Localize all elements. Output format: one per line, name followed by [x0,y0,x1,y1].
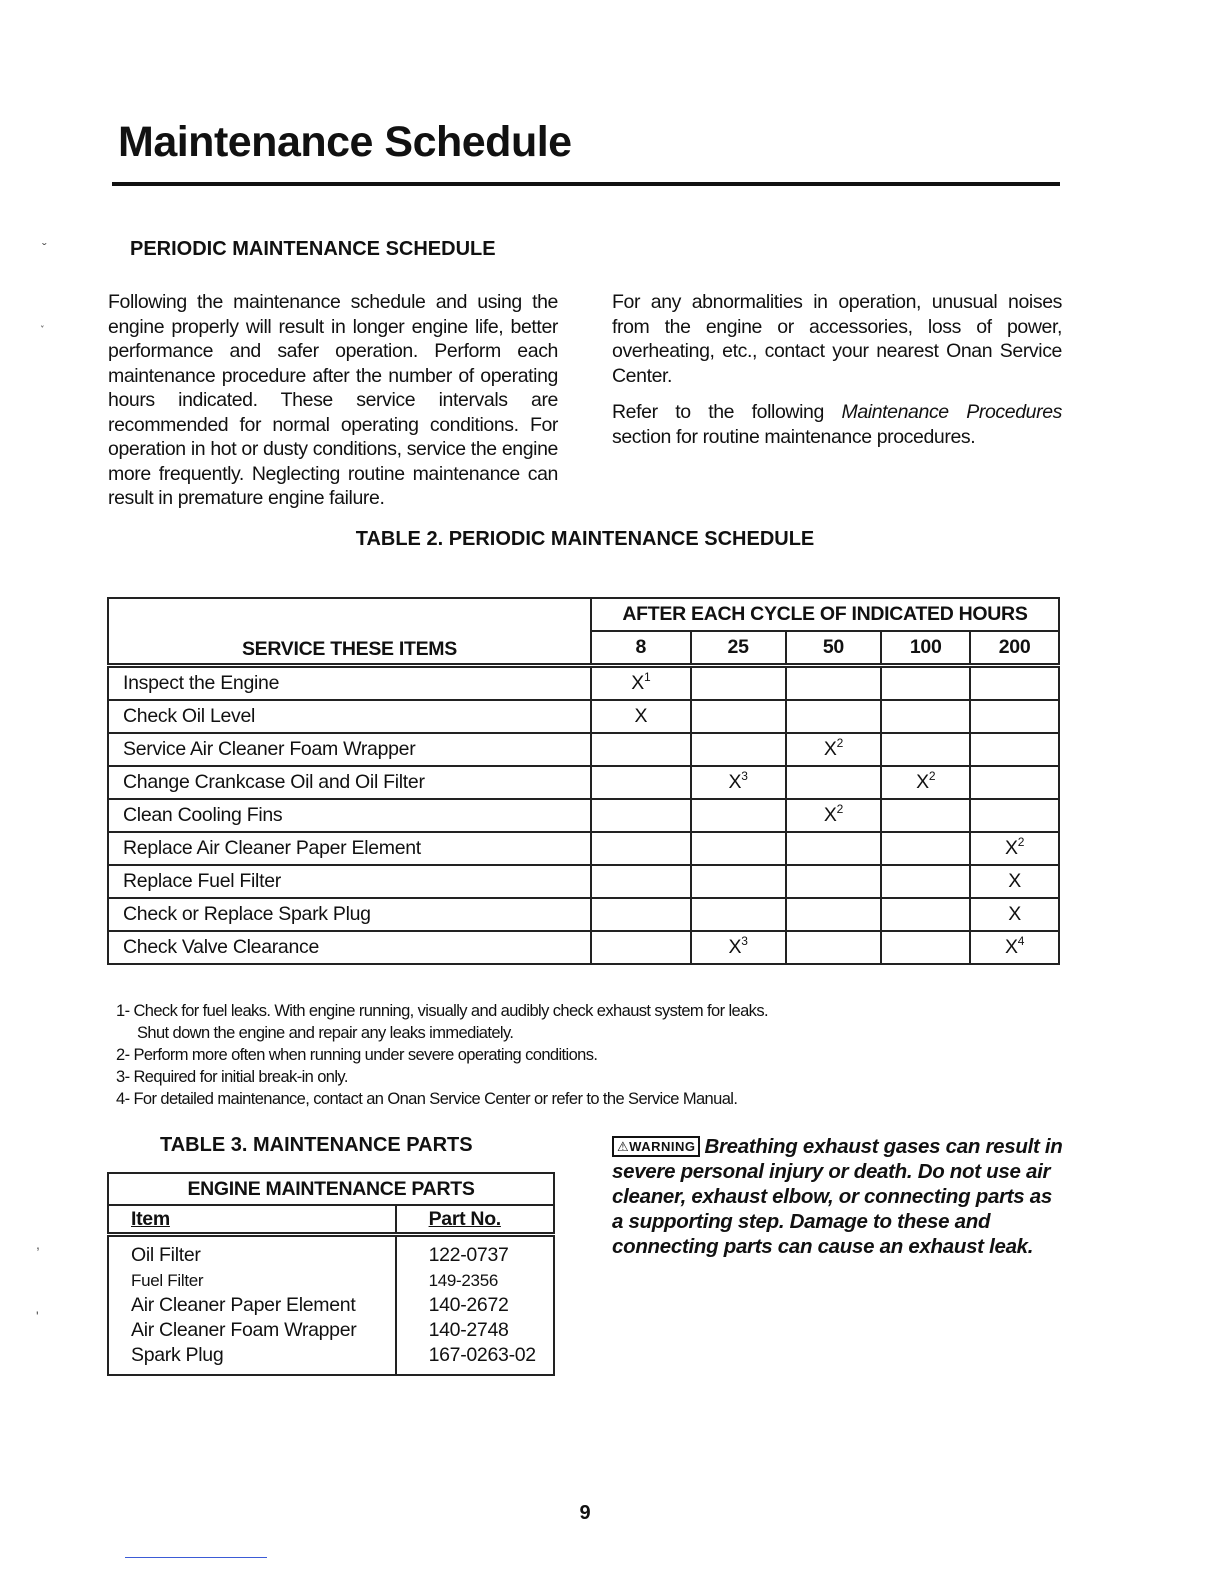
footnotes [116,1000,768,1110]
schedule-cell [691,766,786,799]
footnote-ref: 2 [836,736,843,750]
intro-column-right [612,238,1062,461]
schedule-cell [786,733,882,766]
title-rule [112,182,1060,186]
service-item: Change Crankcase Oil and Oil Filter [108,766,591,799]
schedule-cell [970,931,1059,964]
part-number: 122-0737 [428,1244,509,1266]
service-item: Clean Cooling Fins [108,799,591,832]
footnote-ref: 2 [928,769,936,783]
schedule-cell [970,666,1059,701]
table-row [108,898,1059,931]
schedule-cell [591,931,691,964]
schedule-cell [591,865,691,898]
footnote: 2- Perform more often when running under severe operating conditions. [116,1046,598,1064]
schedule-cell [970,799,1059,832]
service-item: Check or Replace Spark Plug [108,898,591,931]
schedule-cell [881,931,970,964]
mark: X [728,936,742,958]
bottom-rule [125,1557,267,1558]
schedule-cell [786,666,882,701]
schedule-cell [970,832,1059,865]
schedule-cell [786,832,882,865]
hours-column-header: AFTER EACH CYCLE OF INDICATED HOURS [591,598,1059,631]
part-item: Air Cleaner Foam Wrapper [131,1319,357,1341]
service-item: Replace Air Cleaner Paper Element [108,832,591,865]
part-item: Spark Plug [131,1344,224,1366]
schedule-cell [591,832,691,865]
schedule-cell [691,931,786,964]
schedule-cell [591,733,691,766]
schedule-cell [591,666,691,701]
item-column-header: Item [108,1205,396,1235]
schedule-cell [786,898,882,931]
schedule-cell [970,865,1059,898]
hours-header-cell: 25 [691,631,786,666]
parts-number-list [396,1235,554,1376]
page-number: 9 [579,1502,591,1524]
parts-table-header: ENGINE MAINTENANCE PARTS [108,1173,554,1205]
schedule-cell [786,865,882,898]
footnote-ref: 1 [643,670,651,684]
maintenance-schedule-table [107,597,1060,965]
table-row [108,733,1059,766]
table-row [108,700,1059,733]
schedule-cell [786,700,882,733]
mark: X [916,771,929,793]
margin-mark: , [36,1236,40,1252]
mark: X [1005,837,1018,859]
footnote-ref: 2 [836,802,843,816]
schedule-cell [591,799,691,832]
footnote-ref: 3 [741,934,748,948]
schedule-cell [881,666,970,701]
schedule-cell [881,799,970,832]
intro-column-left [108,290,558,509]
footnote-ref: 3 [741,769,748,783]
schedule-cell [691,733,786,766]
margin-mark: ˇ [42,240,47,256]
mark: X [728,771,742,793]
mark: X [823,738,837,760]
hours-header-cell: 8 [591,631,691,666]
part-number: 149-2356 [428,1271,499,1290]
parts-item-list [108,1235,396,1376]
periodic-heading: PERIODIC MAINTENANCE SCHEDULE [130,238,496,260]
mark: X [823,804,837,826]
footnote: 1- Check for fuel leaks. With engine running, visually and audibly check exhaust system for leaks. [116,1002,768,1020]
table-row [108,931,1059,964]
mark: X [1005,936,1018,958]
mark: X [1008,903,1021,925]
schedule-cell [970,700,1059,733]
schedule-cell [881,832,970,865]
schedule-cell [881,766,970,799]
schedule-cell [786,799,882,832]
schedule-cell [691,799,786,832]
intro-paragraph-1: Following the maintenance schedule and using the engine properly will result in longer engine life, better performance and safer operation. Perform each maintenance procedure after the number of operating hours indicated. These service intervals are recommended for normal operating conditions. For operation in hot or dusty conditions, service the engine more frequently. Neglecting routine maintenance can result in premature engine failure. [108,291,558,509]
table-row [108,832,1059,865]
mark: X [631,672,644,694]
schedule-cell [881,865,970,898]
schedule-cell [786,931,882,964]
part-number: 140-2748 [428,1319,509,1341]
table-row [108,799,1059,832]
part-number: 140-2672 [428,1294,509,1316]
warning-badge: ⚠WARNING [612,1136,700,1157]
intro-paragraph-3: Refer to the following Maintenance Procedures section for routine maintenance procedures. [612,401,1062,448]
schedule-cell [691,700,786,733]
hours-header-cell: 100 [881,631,970,666]
footnote: 4- For detailed maintenance, contact an Onan Service Center or refer to the Service Manual. [116,1090,738,1108]
schedule-cell [591,700,691,733]
part-number: 167-0263-02 [428,1344,536,1366]
schedule-cell [691,832,786,865]
part-no-column-header: Part No. [396,1205,554,1235]
maintenance-parts-table [107,1172,555,1376]
schedule-cell [881,898,970,931]
service-item: Service Air Cleaner Foam Wrapper [108,733,591,766]
table-row [108,666,1059,701]
part-item: Fuel Filter [131,1271,204,1290]
part-item: Air Cleaner Paper Element [131,1294,356,1316]
footnote-continuation: Shut down the engine and repair any leaks immediately. [137,1024,514,1042]
margin-mark: ˯ [40,312,45,328]
schedule-cell [881,733,970,766]
table-row [108,766,1059,799]
service-item: Inspect the Engine [108,666,591,701]
service-item: Check Oil Level [108,700,591,733]
page-title: Maintenance Schedule [118,118,572,166]
schedule-cell [881,700,970,733]
hours-header-cell: 50 [786,631,882,666]
schedule-cell [970,898,1059,931]
warning-text: Breathing exhaust gases can result in severe personal injury or death. Do not use air cleaner, exhaust elbow, or connecting parts as a supporting step. Damage to these and connecting parts can cause an exhaust leak. [612,1135,1063,1258]
schedule-cell [691,898,786,931]
schedule-cell [691,666,786,701]
schedule-cell [786,766,882,799]
schedule-cell [591,898,691,931]
service-item: Replace Fuel Filter [108,865,591,898]
footnote-ref: 2 [1017,835,1025,849]
mark: X [634,705,648,727]
intro-paragraph-2: For any abnormalities in operation, unusual noises from the engine or accessories, loss of power, overheating, etc., contact your nearest Onan Service Center. [612,291,1062,387]
items-column-header: SERVICE THESE ITEMS [108,598,591,666]
part-item: Oil Filter [131,1244,201,1266]
table3-title: TABLE 3. MAINTENANCE PARTS [160,1134,473,1156]
mark: X [1008,870,1021,892]
schedule-cell [591,766,691,799]
footnote: 3- Required for initial break-in only. [116,1068,348,1086]
warning-notice [612,1134,1067,1259]
margin-mark: ' [36,1308,39,1324]
schedule-cell [970,733,1059,766]
schedule-cell [691,865,786,898]
table-row [108,865,1059,898]
table2-title: TABLE 2. PERIODIC MAINTENANCE SCHEDULE [355,528,815,550]
schedule-cell [970,766,1059,799]
footnote-ref: 4 [1017,934,1025,948]
hours-header-cell: 200 [970,631,1059,666]
service-item: Check Valve Clearance [108,931,591,964]
